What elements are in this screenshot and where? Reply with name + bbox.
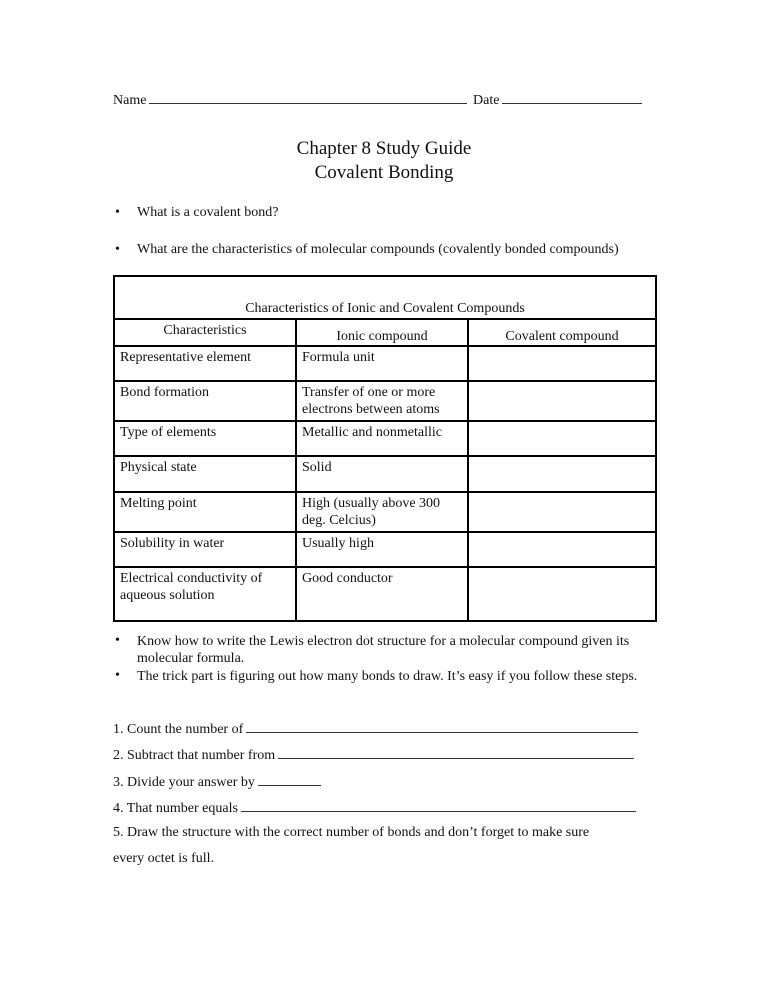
name-label: Name: [113, 93, 147, 108]
table-row: [114, 421, 656, 456]
bullet-icon: •: [115, 242, 120, 257]
answer-blank[interactable]: [278, 746, 634, 759]
table-row: [114, 492, 656, 532]
step-5: 5. Draw the structure with the correct number of bonds and don’t forget to make sure: [113, 825, 590, 840]
note: The trick part is figuring out how many bonds to draw. It’s easy if you follow these steps.: [137, 669, 638, 684]
bullet-icon: •: [115, 668, 120, 683]
table-row: [114, 346, 656, 381]
bullet-icon: •: [115, 205, 120, 220]
table-row: [114, 381, 656, 421]
cell-ionic: Usually high: [296, 532, 468, 567]
table-caption: Characteristics of Ionic and Covalent Compounds: [114, 276, 656, 319]
cell-covalent[interactable]: [468, 346, 656, 381]
cell-ionic: Good conductor: [296, 567, 468, 621]
step-text: 4. That number equals: [113, 801, 238, 816]
cell-characteristic: Melting point: [114, 492, 296, 532]
step-text: 2. Subtract that number from: [113, 748, 276, 763]
cell-ionic: Transfer of one or more electrons between atoms: [296, 381, 468, 421]
cell-covalent[interactable]: [468, 456, 656, 492]
date-field[interactable]: [473, 91, 642, 109]
cell-characteristic: Type of elements: [114, 421, 296, 456]
answer-blank[interactable]: [246, 720, 638, 733]
cell-covalent[interactable]: [468, 567, 656, 621]
cell-ionic: Formula unit: [296, 346, 468, 381]
step-3: [113, 773, 321, 791]
cell-characteristic: Bond formation: [114, 381, 296, 421]
answer-blank[interactable]: [241, 799, 636, 812]
header-ionic: Ionic compound: [296, 319, 468, 346]
cell-covalent[interactable]: [468, 492, 656, 532]
step-text: 1. Count the number of: [113, 722, 244, 737]
characteristics-table: [113, 275, 657, 622]
date-label: Date: [473, 93, 500, 108]
cell-characteristic: Physical state: [114, 456, 296, 492]
table-row: [114, 532, 656, 567]
table-row: [114, 567, 656, 621]
cell-ionic: Metallic and nonmetallic: [296, 421, 468, 456]
step-5-continued: every octet is full.: [113, 851, 215, 866]
header-covalent: Covalent compound: [468, 319, 656, 346]
cell-characteristic: Solubility in water: [114, 532, 296, 567]
header-characteristics: Characteristics: [114, 319, 296, 346]
question: What is a covalent bond?: [137, 205, 279, 220]
cell-covalent[interactable]: [468, 532, 656, 567]
page-subtitle: Covalent Bonding: [314, 162, 454, 183]
step-4: [113, 799, 636, 817]
step-text: 3. Divide your answer by: [113, 775, 255, 790]
answer-blank[interactable]: [258, 773, 321, 786]
note: Know how to write the Lewis electron dot structure for a molecular compound given its molecular formula.: [137, 634, 630, 666]
step-1: [113, 720, 638, 738]
step-2: [113, 746, 634, 764]
question: What are the characteristics of molecular compounds (covalently bonded compounds): [137, 242, 619, 257]
cell-ionic: High (usually above 300 deg. Celcius): [296, 492, 468, 532]
name-field[interactable]: [113, 91, 467, 109]
cell-characteristic: Representative element: [114, 346, 296, 381]
bullet-icon: •: [115, 633, 120, 648]
cell-covalent[interactable]: [468, 381, 656, 421]
table-row: [114, 456, 656, 492]
cell-ionic: Solid: [296, 456, 468, 492]
cell-characteristic: Electrical conductivity of aqueous solution: [114, 567, 296, 621]
page-title: Chapter 8 Study Guide: [296, 138, 472, 159]
cell-covalent[interactable]: [468, 421, 656, 456]
